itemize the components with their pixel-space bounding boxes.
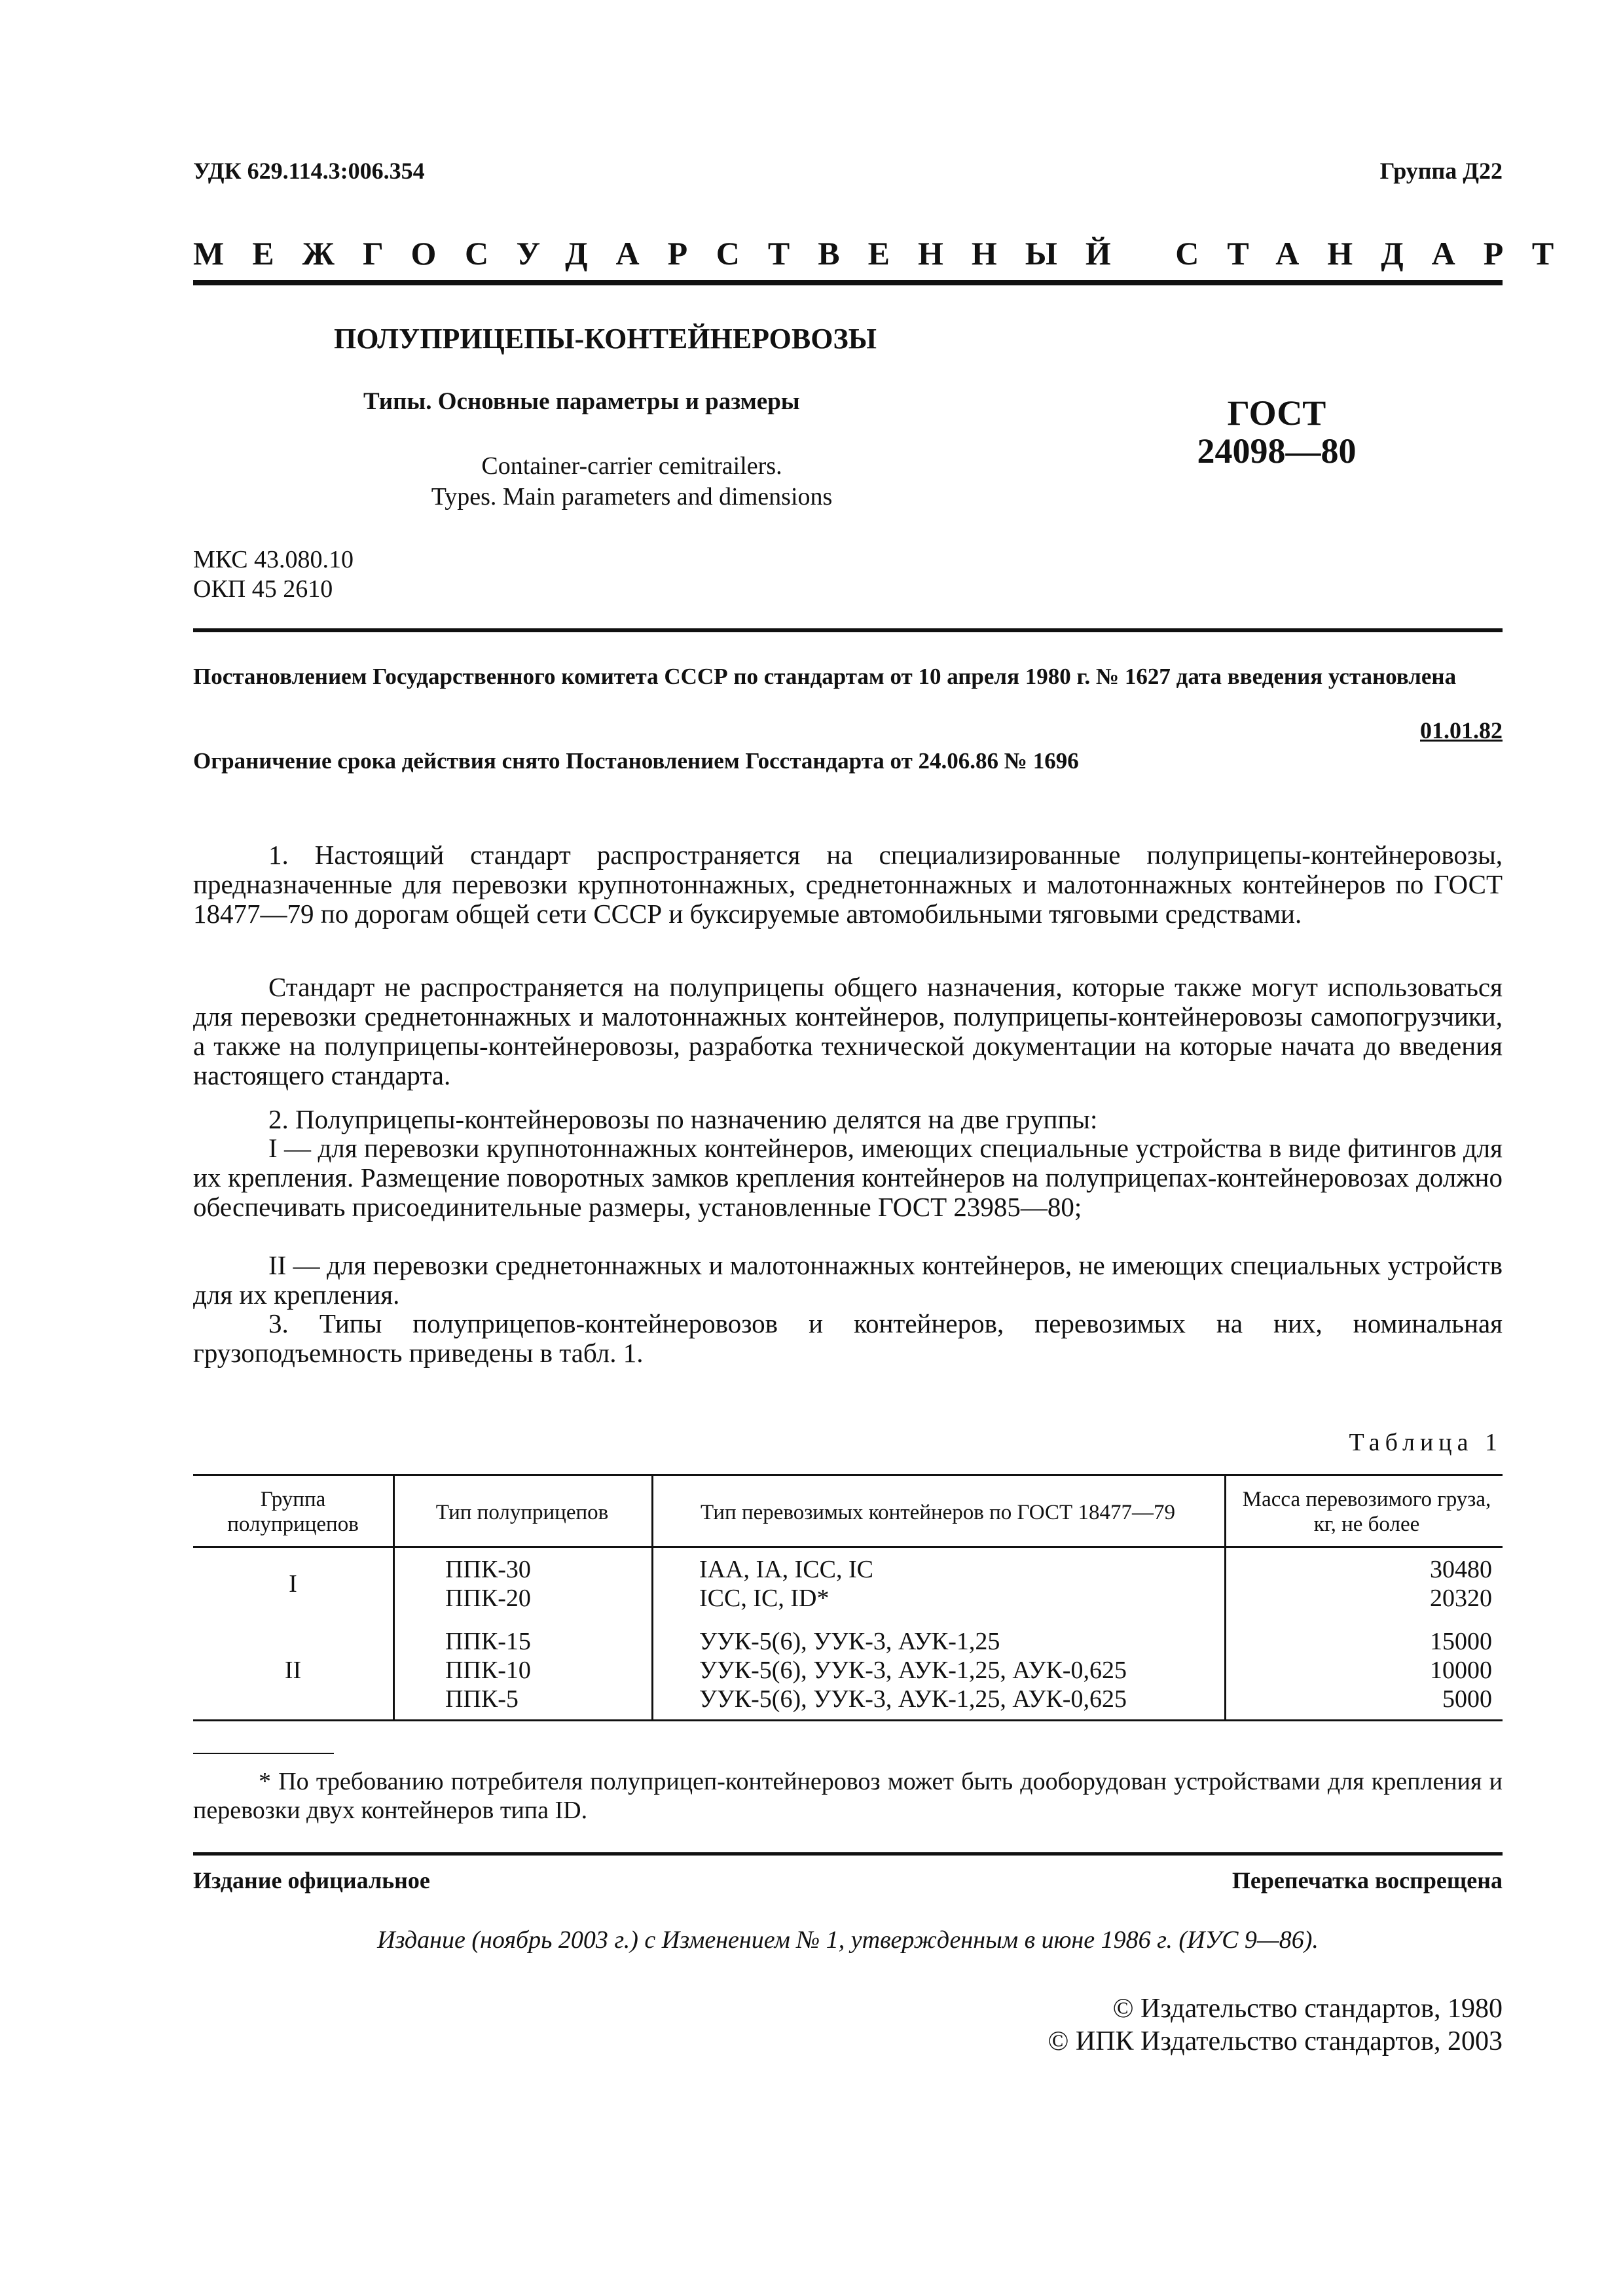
table-header-containers: Тип перевозимых контейнеров по ГОСТ 18477—79: [701, 1501, 1175, 1524]
mks-code: МКС 43.080.10: [193, 546, 354, 573]
english-title-line1: Container-carrier cemitrailers.: [481, 452, 782, 480]
table-col-divider: [1224, 1474, 1226, 1719]
copyright-1980: © Издательство стандартов, 1980: [1112, 1994, 1503, 2024]
paragraph-2: Стандарт не распространяется на полуприцепы общего назначения, которые также могут использоваться для перевозки среднетоннажных и малотоннажных контейнеров, полуприцепы-контейнеровозы самопогрузчики, а также на полуприцепы-контейнеровозы, разработка технической документации на которые начата до введения настоящего стандарта.: [193, 972, 1503, 1090]
gost-number: 24098—80: [1197, 431, 1357, 471]
table-header-type: Тип полуприцепов: [435, 1501, 609, 1524]
banner-rule: [193, 280, 1503, 285]
paragraph-6: 3. Типы полуприцепов-контейнеровозов и контейнеров, перевозимых на них, номинальная грузоподъемность приведены в табл. 1.: [193, 1308, 1503, 1368]
paragraph-1: 1. Настоящий стандарт распространяется на специализированные полуприцепы-контейнеровозы, предназначенные для перевозки крупнотоннажных, среднетоннажных и малотоннажных контейнеров по ГОСТ 18477—79 по дорогам общей сети СССР и буксируемые автомобильными тяговыми средствами.: [193, 840, 1503, 929]
table-containers-cell: УУК-5(6), УУК-3, АУК-1,25: [699, 1628, 1000, 1655]
codes-rule: [193, 628, 1503, 632]
table-type-cell: ППК-20: [445, 1585, 531, 1612]
table-containers-cell: IAA, IA, ICC, IC: [699, 1556, 873, 1583]
paragraph-5: II — для перевозки среднетоннажных и малотоннажных контейнеров, не имеющих специальных устройств для их крепления.: [193, 1250, 1503, 1310]
table-type-cell: ППК-10: [445, 1657, 531, 1684]
table-type-cell: ППК-5: [445, 1685, 519, 1713]
paragraph-4: I — для перевозки крупнотоннажных контейнеров, имеющих специальные устройства в виде фитингов для их крепления. Размещение поворотных замков крепления контейнеров на полуприцепах-контейнеровозах должно обеспечивать присоединительные размеры, установленные ГОСТ 23985—80;: [193, 1133, 1503, 1222]
edition-info: Издание (ноябрь 2003 г.) с Изменением № 1, утвержденным в июне 1986 г. (ИУС 9—86).: [377, 1926, 1319, 1954]
okp-code: ОКП 45 2610: [193, 575, 333, 603]
decree-text: Постановлением Государственного комитета СССР по стандартам от 10 апреля 1980 г. № 1627 дата введения установлена: [193, 664, 1457, 689]
reprint-notice: Перепечатка воспрещена: [1231, 1867, 1503, 1893]
decree-date: 01.01.82: [1420, 717, 1503, 744]
standard-banner: МЕЖГОСУДАРСТВЕННЫЙ СТАНДАРТ: [193, 235, 1582, 272]
copyright-2003: © ИПК Издательство стандартов, 2003: [1048, 2026, 1503, 2056]
table-caption: Таблица 1: [1349, 1429, 1503, 1456]
table-bottom-rule: [193, 1719, 1503, 1721]
table-mass-cell: 30480: [1430, 1556, 1492, 1583]
document-title: ПОЛУПРИЦЕПЫ-КОНТЕЙНЕРОВОЗЫ: [334, 323, 877, 355]
udk-code: УДК 629.114.3:006.354: [193, 158, 425, 184]
table-group-cell: I: [289, 1570, 297, 1598]
table-footnote: * По требованию потребителя полуприцеп-контейнеровоз может быть дооборудован устройствами для крепления и перевозки двух контейнеров типа ID.: [193, 1768, 1503, 1824]
table-top-rule: [193, 1474, 1503, 1476]
document-subtitle: Типы. Основные параметры и размеры: [363, 388, 800, 415]
english-title-line2: Types. Main parameters and dimensions: [431, 483, 833, 511]
table-mass-cell: 5000: [1442, 1685, 1492, 1713]
footer-rule: [193, 1852, 1503, 1856]
table-type-cell: ППК-15: [445, 1628, 531, 1655]
table-header-group: Группа полуприцепов: [227, 1488, 359, 1536]
gost-label: ГОСТ: [1227, 393, 1326, 433]
table-group-cell: II: [284, 1657, 302, 1684]
table-mass-cell: 10000: [1430, 1657, 1492, 1684]
group-code: Группа Д22: [1379, 158, 1503, 184]
restriction-text: Ограничение срока действия снято Постановлением Госстандарта от 24.06.86 № 1696: [193, 748, 1079, 774]
official-edition: Издание официальное: [193, 1867, 430, 1893]
table-mass-cell: 15000: [1430, 1628, 1492, 1655]
table-type-cell: ППК-30: [445, 1556, 531, 1583]
table-containers-cell: УУК-5(6), УУК-3, АУК-1,25, АУК-0,625: [699, 1685, 1127, 1713]
table-containers-cell: УУК-5(6), УУК-3, АУК-1,25, АУК-0,625: [699, 1657, 1127, 1684]
paragraph-3: 2. Полуприцепы-контейнеровозы по назначению делятся на две группы:: [268, 1104, 1098, 1134]
table-mass-cell: 20320: [1430, 1585, 1492, 1612]
footnote-rule: [193, 1753, 334, 1754]
table-header-mass: Масса перевозимого груза, кг, не более: [1242, 1488, 1491, 1536]
table-containers-cell: ICC, IC, ID*: [699, 1585, 830, 1612]
table-header-rule: [193, 1546, 1503, 1548]
